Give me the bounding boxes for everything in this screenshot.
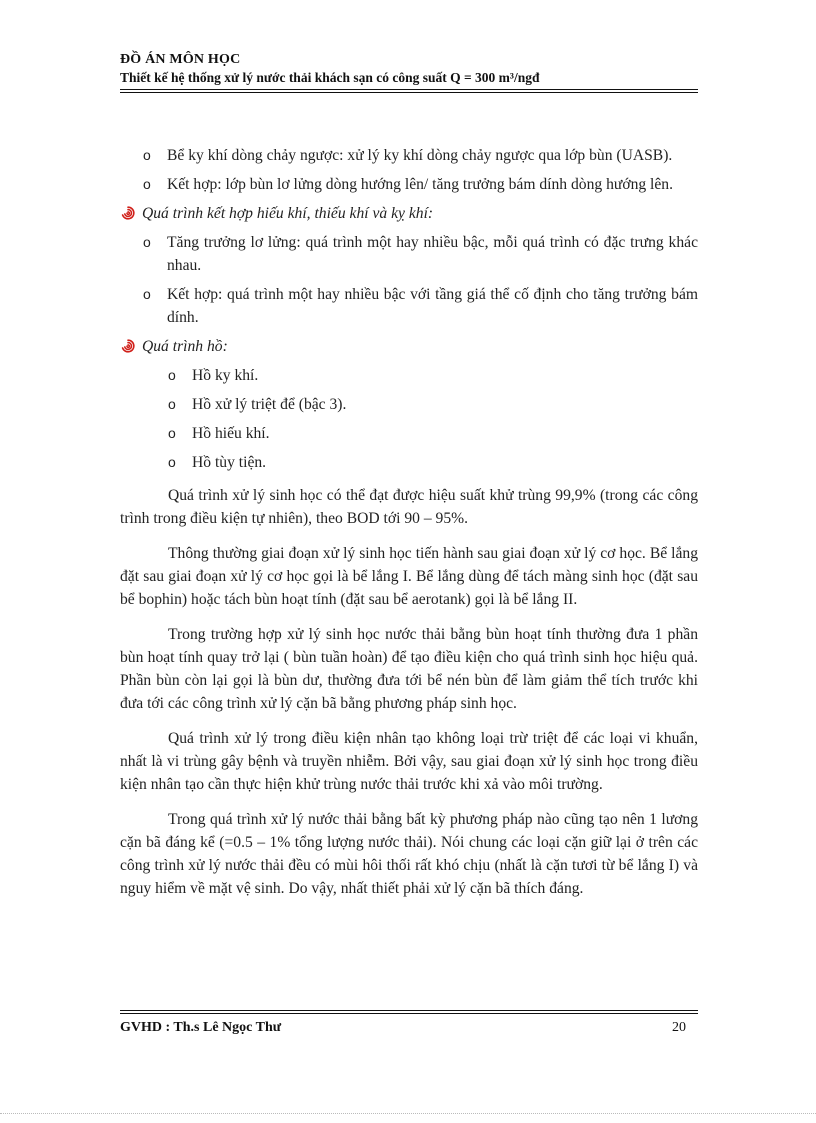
list-item bbox=[120, 173, 698, 196]
section-heading bbox=[120, 335, 698, 358]
list-item-text: Tăng trưởng lơ lửng: quá trình một hay nhiều bậc, mỗi quá trình có đặc trưng khác nhau. bbox=[167, 234, 698, 274]
list-item bbox=[120, 393, 698, 416]
list-item bbox=[120, 451, 698, 474]
bullet-marker: o bbox=[143, 176, 151, 192]
body-paragraph: Thông thường giai đoạn xử lý sinh học tiến hành sau giai đoạn xử lý cơ học. Bể lắng đặt sau giai đoạn xử lý cơ học gọi là bể lắng I. Bể lắng dùng để tách màng sinh học (đặt sau bể bophin) hoặc tách bùn hoạt tính (đặt sau bể aerotank) gọi là bể lắng II. bbox=[120, 545, 698, 608]
footer-divider bbox=[120, 1010, 698, 1014]
list-item-text: Hồ tùy tiện. bbox=[192, 454, 267, 471]
list-item bbox=[120, 283, 698, 329]
bullet-marker: o bbox=[143, 234, 151, 250]
list-item-text: Hồ xử lý triệt để (bậc 3). bbox=[192, 396, 347, 413]
page-number: 20 bbox=[672, 1019, 686, 1035]
footer-advisor: GVHD : Th.s Lê Ngọc Thư bbox=[120, 1019, 282, 1035]
swirl-bullet-icon bbox=[120, 205, 136, 221]
page-footer bbox=[120, 1010, 698, 1036]
section-heading bbox=[120, 202, 698, 225]
list-item bbox=[120, 231, 698, 277]
list-item bbox=[120, 364, 698, 387]
list-item-text: Hồ hiếu khí. bbox=[192, 425, 270, 442]
header-divider bbox=[120, 89, 698, 93]
section-heading-text: Quá trình hồ: bbox=[142, 338, 228, 355]
bullet-marker: o bbox=[143, 286, 151, 302]
bullet-marker: o bbox=[168, 425, 176, 441]
swirl-bullet-icon bbox=[120, 338, 136, 354]
list-item bbox=[120, 144, 698, 167]
list-item-text: Kết hợp: lớp bùn lơ lửng dòng hướng lên/ tăng trưởng bám dính dòng hướng lên. bbox=[167, 176, 674, 193]
list-item-text: Hồ ky khí. bbox=[192, 367, 259, 384]
list-item-text: Bể ky khí dòng chảy ngược: xử lý ky khí dòng chảy ngược qua lớp bùn (UASB). bbox=[167, 147, 673, 164]
list-item bbox=[120, 422, 698, 445]
header-subtitle: Thiết kế hệ thống xử lý nước thải khách sạn có công suất Q = 300 m³/ngđ bbox=[120, 70, 540, 85]
section-heading-text: Quá trình kết hợp hiếu khí, thiếu khí và kỵ khí: bbox=[142, 205, 434, 222]
page-edge-divider bbox=[0, 1113, 816, 1114]
bullet-marker: o bbox=[168, 367, 176, 383]
bullet-marker: o bbox=[168, 454, 176, 470]
body-paragraph: Trong trường hợp xử lý sinh học nước thải bằng bùn hoạt tính thường đưa 1 phần bùn hoạt tính quay trở lại ( bùn tuần hoàn) để tạo điều kiện cho quá trình sinh học hiệu quả. Phần bùn còn lại gọi là bùn dư, thường đưa tới bể nén bùn để làm giảm thể tích trước khi đưa tới các công trình xử lý cặn bã bằng phương pháp sinh học. bbox=[120, 626, 698, 712]
page-content bbox=[120, 144, 698, 912]
list-item-text: Kết hợp: quá trình một hay nhiều bậc với tầng giá thể cố định cho tăng trưởng bám dính. bbox=[167, 286, 698, 326]
body-paragraph: Quá trình xử lý sinh học có thể đạt được hiệu suất khử trùng 99,9% (trong các công trình trong điều kiện tự nhiên), theo BOD tới 90 – 95%. bbox=[120, 487, 698, 527]
bullet-marker: o bbox=[143, 147, 151, 163]
bullet-marker: o bbox=[168, 396, 176, 412]
body-paragraph: Trong quá trình xử lý nước thải bằng bất kỳ phương pháp nào cũng tạo nên 1 lương cặn bã đáng kể (=0.5 – 1% tổng lượng nước thải). Nói chung các loại cặn giữ lại ở trên các công trình xử lý nước thải đều có mùi hôi thối rất khó chịu (nhất là cặn tươi từ bể lắng I) và nguy hiểm về mặt vệ sinh. Do vậy, nhất thiết phải xử lý cặn bã thích đáng. bbox=[120, 811, 698, 897]
header-title: ĐỒ ÁN MÔN HỌC bbox=[120, 52, 241, 67]
page-header bbox=[120, 52, 698, 93]
body-paragraph: Quá trình xử lý trong điều kiện nhân tạo không loại trừ triệt để các loại vi khuẩn, nhất là vi trùng gây bệnh và truyền nhiễm. Bởi vậy, sau giai đoạn xử lý sinh học trong điều kiện nhân tạo cần thực hiện khử trùng nước thải trước khi xả vào môi trường. bbox=[120, 730, 698, 793]
